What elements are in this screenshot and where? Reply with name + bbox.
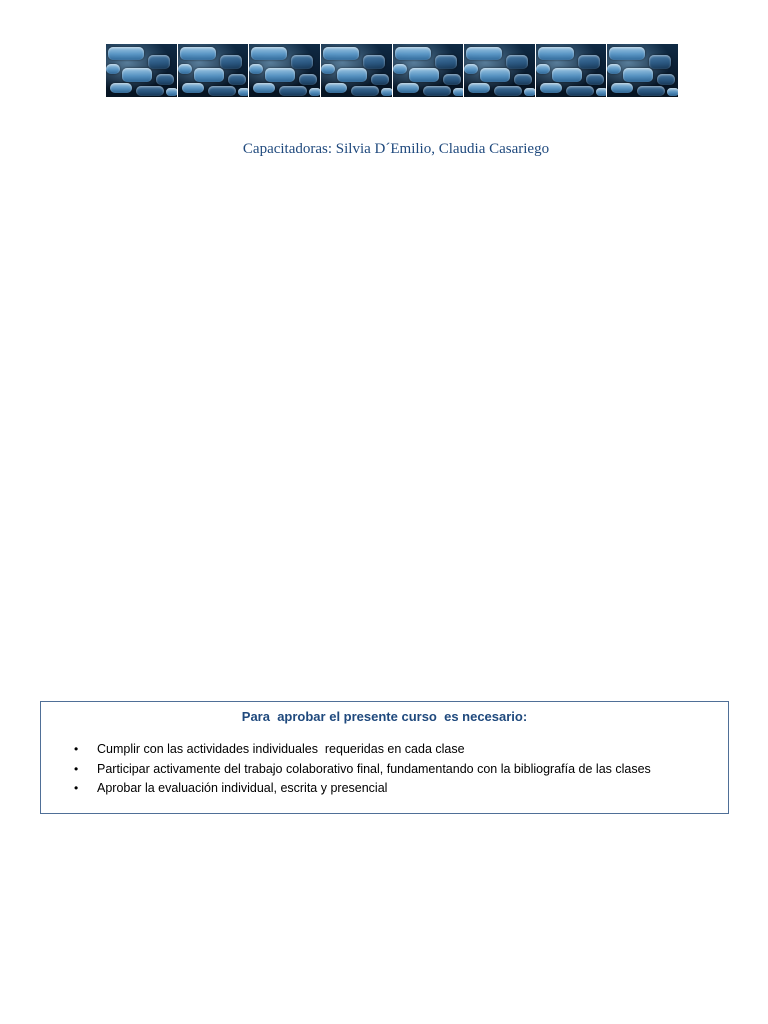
banner-tile: [178, 44, 249, 97]
trainers-line: Capacitadoras: Silvia D´Emilio, Claudia Casariego: [242, 141, 550, 157]
bullet-icon: •: [74, 742, 79, 756]
banner-tile: [321, 44, 392, 97]
header-banner-image: [106, 44, 678, 97]
list-item-text: Cumplir con las actividades individuales requeridas en cada clase: [97, 742, 465, 756]
list-item-text: Participar activamente del trabajo colaborativo final, fundamentando con la bibliografía de las clases: [97, 761, 651, 776]
bullet-icon: •: [74, 761, 79, 776]
banner-tile: [249, 44, 320, 97]
list-item: [41, 740, 465, 760]
banner-tile: [607, 44, 678, 97]
banner-tile: [536, 44, 607, 97]
banner-tile: [393, 44, 464, 97]
banner-tile: [464, 44, 535, 97]
list-item-text: Aprobar la evaluación individual, escrita y presencial: [97, 781, 388, 795]
list-item: [41, 779, 388, 799]
requirements-list: [41, 740, 651, 799]
list-item: [41, 760, 651, 780]
banner-tile: [106, 44, 177, 97]
requirements-title: Para aprobar el presente curso es necesario:: [241, 709, 528, 724]
bullet-icon: •: [74, 781, 79, 795]
requirements-box: [40, 701, 729, 814]
